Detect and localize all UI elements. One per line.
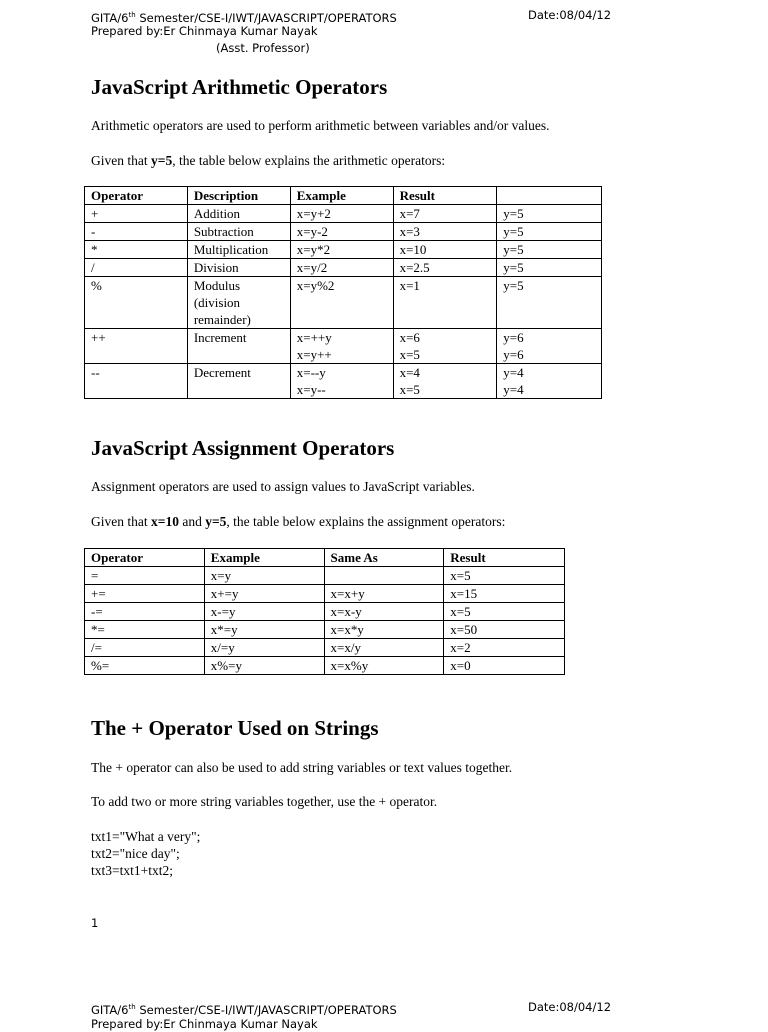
arith-cell: x=y+2 — [290, 205, 393, 223]
arith-cell: y=6 y=6 — [497, 329, 602, 364]
assign-cell: x=5 — [444, 567, 565, 585]
arith-cell: * — [85, 241, 188, 259]
arith-cell: Subtraction — [187, 223, 290, 241]
table-row — [85, 329, 602, 364]
table-row — [85, 657, 565, 675]
arith-cell: x=y/2 — [290, 259, 393, 277]
assign-table — [84, 548, 565, 675]
assign-intro: Assignment operators are used to assign values to JavaScript variables. — [91, 479, 475, 494]
arith-cell: Addition — [187, 205, 290, 223]
arith-cell: Division — [187, 259, 290, 277]
arith-cell: x=y%2 — [290, 277, 393, 329]
table-row — [85, 603, 565, 621]
arith-cell: x=7 — [393, 205, 497, 223]
table-row — [85, 585, 565, 603]
arith-header-cell — [497, 187, 602, 205]
header-course-suffix: Semester/CSE-I/IWT/JAVASCRIPT/OPERATORS — [135, 10, 397, 25]
arith-cell: x=y*2 — [290, 241, 393, 259]
assign-cell: x=2 — [444, 639, 565, 657]
arith-header-cell: Result — [393, 187, 497, 205]
assign-cell: x/=y — [204, 639, 324, 657]
arith-cell: x=6 x=5 — [393, 329, 497, 364]
arith-cell: x=1 — [393, 277, 497, 329]
assign-cell: %= — [85, 657, 205, 675]
assign-title: JavaScript Assignment Operators — [91, 436, 395, 460]
next-page-prepared-by: Prepared by:Er Chinmaya Kumar Nayak — [91, 1017, 318, 1031]
assign-header-cell: Operator — [85, 549, 205, 567]
arith-cell: % — [85, 277, 188, 329]
arith-cell: x=4 x=5 — [393, 364, 497, 399]
arith-cell: y=4 y=4 — [497, 364, 602, 399]
table-row — [85, 364, 602, 399]
assign-cell: x=x%y — [324, 657, 444, 675]
arith-cell: - — [85, 223, 188, 241]
strings-title: The + Operator Used on Strings — [91, 716, 379, 740]
footer-course-suffix: Semester/CSE-I/IWT/JAVASCRIPT/OPERATORS — [135, 1002, 397, 1017]
table-row — [85, 223, 602, 241]
arith-cell: / — [85, 259, 188, 277]
table-row — [85, 639, 565, 657]
assign-cell: *= — [85, 621, 205, 639]
arith-cell: y=5 — [497, 277, 602, 329]
assign-cell: x=x*y — [324, 621, 444, 639]
arith-cell: y=5 — [497, 223, 602, 241]
assign-cell: -= — [85, 603, 205, 621]
header-course-prefix: GITA/6 — [91, 10, 129, 25]
assign-cell: x*=y — [204, 621, 324, 639]
assign-cell: x=15 — [444, 585, 565, 603]
assign-cell: x=50 — [444, 621, 565, 639]
arith-table — [84, 186, 602, 399]
assign-cell: x=x+y — [324, 585, 444, 603]
arith-given: Given that y=5, the table below explains the arithmetic operators: — [91, 153, 446, 168]
code-line-3: txt3=txt1+txt2; — [91, 863, 173, 878]
arith-cell: y=5 — [497, 241, 602, 259]
assign-header-cell: Result — [444, 549, 565, 567]
table-row — [85, 621, 565, 639]
arith-cell: Decrement — [187, 364, 290, 399]
table-row — [85, 567, 565, 585]
assign-header-cell: Same As — [324, 549, 444, 567]
arith-cell: y=5 — [497, 205, 602, 223]
arith-header-row — [85, 187, 602, 205]
footer-course-sup: th — [128, 1003, 136, 1011]
strings-para1: The + operator can also be used to add string variables or text values together. — [91, 760, 513, 775]
arith-cell: y=5 — [497, 259, 602, 277]
next-page-header-course — [91, 999, 397, 1018]
arith-cell: -- — [85, 364, 188, 399]
assign-cell — [324, 567, 444, 585]
assign-cell: x=x/y — [324, 639, 444, 657]
header-prepared-by: Prepared by:Er Chinmaya Kumar Nayak — [91, 24, 318, 38]
table-row — [85, 205, 602, 223]
assign-cell: x%=y — [204, 657, 324, 675]
header-date: Date:08/04/12 — [528, 8, 612, 22]
table-row — [85, 241, 602, 259]
assign-cell: += — [85, 585, 205, 603]
arith-intro: Arithmetic operators are used to perform arithmetic between variables and/or values. — [91, 118, 550, 133]
arith-header-cell: Description — [187, 187, 290, 205]
assign-cell: /= — [85, 639, 205, 657]
arith-header-cell: Example — [290, 187, 393, 205]
arith-cell: x=10 — [393, 241, 497, 259]
table-row — [85, 259, 602, 277]
assign-header-cell: Example — [204, 549, 324, 567]
code-line-1: txt1="What a very"; — [91, 829, 201, 844]
table-row — [85, 277, 602, 329]
code-line-2: txt2="nice day"; — [91, 846, 180, 861]
arith-cell: Increment — [187, 329, 290, 364]
footer-course-prefix: GITA/6 — [91, 1002, 129, 1017]
arith-cell: Multiplication — [187, 241, 290, 259]
arith-cell: Modulus (division remainder) — [187, 277, 290, 329]
arith-cell: x=++y x=y++ — [290, 329, 393, 364]
assign-header-row — [85, 549, 565, 567]
arith-body — [85, 205, 602, 399]
arith-cell: x=y-2 — [290, 223, 393, 241]
arith-cell: + — [85, 205, 188, 223]
assign-cell: x=y — [204, 567, 324, 585]
assign-cell: x=x-y — [324, 603, 444, 621]
assign-given: Given that x=10 and y=5, the table below explains the assignment operators: — [91, 514, 506, 529]
arith-cell: x=2.5 — [393, 259, 497, 277]
arith-cell: ++ — [85, 329, 188, 364]
header-designation: (Asst. Professor) — [216, 41, 310, 55]
arith-title: JavaScript Arithmetic Operators — [91, 75, 388, 99]
next-page-header-date: Date:08/04/12 — [528, 1000, 612, 1014]
arith-cell: x=--y x=y-- — [290, 364, 393, 399]
header-course-sup: th — [128, 11, 136, 19]
assign-cell: x=0 — [444, 657, 565, 675]
assign-body — [85, 567, 565, 675]
assign-cell: x-=y — [204, 603, 324, 621]
assign-cell: x+=y — [204, 585, 324, 603]
page-number: 1 — [91, 916, 99, 930]
assign-cell: = — [85, 567, 205, 585]
assign-cell: x=5 — [444, 603, 565, 621]
strings-para2: To add two or more string variables together, use the + operator. — [91, 794, 438, 809]
arith-header-cell: Operator — [85, 187, 188, 205]
arith-cell: x=3 — [393, 223, 497, 241]
